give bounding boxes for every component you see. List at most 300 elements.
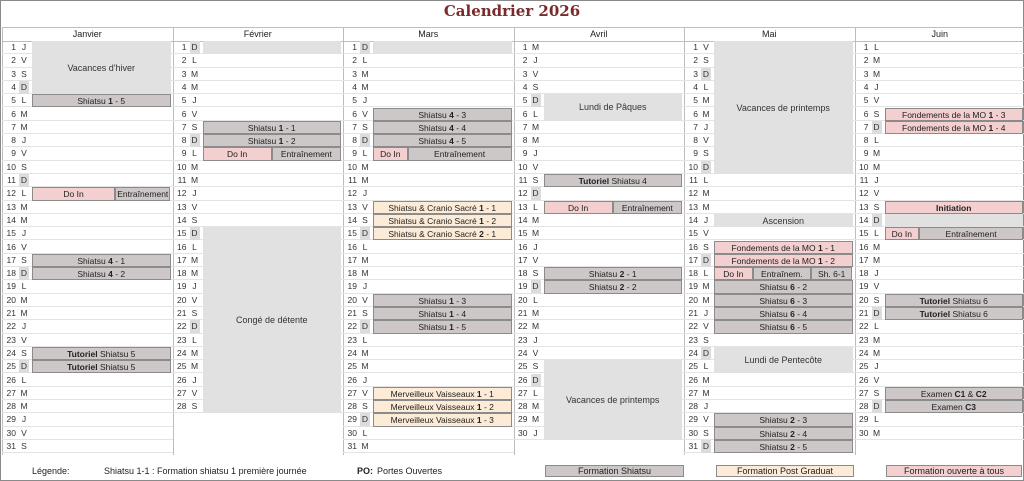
event-entra-nement[interactable]: Entraînement <box>115 187 170 200</box>
day-number: 23 <box>347 334 357 345</box>
event-postgrad[interactable]: Merveilleux Vaisseaux 1 - 2 <box>373 400 512 413</box>
weekday-letter: M <box>190 175 199 185</box>
event-shiatsu[interactable]: Shiatsu 1 - 3 <box>373 294 512 307</box>
day-number: 4 <box>352 81 357 92</box>
day-number: 2 <box>863 55 869 66</box>
weekday-letter: J <box>874 361 879 372</box>
weekday-letter: D <box>702 161 710 172</box>
day-number: 21 <box>347 308 357 318</box>
weekday-letter: L <box>192 334 197 345</box>
event-shiatsu[interactable]: Shiatsu 6 - 5 <box>714 320 853 333</box>
day-number: 11 <box>348 175 357 185</box>
day-number: 31 <box>347 441 357 451</box>
day-number: 22 <box>518 321 528 332</box>
weekday-letter: J <box>192 374 197 385</box>
weekday-letter: M <box>20 387 28 398</box>
legend-label: Légende: <box>32 466 70 476</box>
day-number: 10 <box>177 161 187 172</box>
event-do-in[interactable]: Do In <box>714 267 753 280</box>
day-number: 30 <box>518 427 528 438</box>
weekday-letter: S <box>873 201 880 212</box>
day-number: 1 <box>522 42 528 52</box>
weekday-letter: S <box>532 175 539 185</box>
weekday-letter: M <box>361 268 369 279</box>
holiday-block <box>885 214 1024 227</box>
day-number: 19 <box>859 281 869 292</box>
month-header-2: Mars <box>343 27 514 42</box>
day-number: 2 <box>181 55 187 66</box>
event-shiatsu[interactable]: Shiatsu 2 - 3 <box>714 413 853 426</box>
day-number: 8 <box>181 135 187 146</box>
day-number: 13 <box>177 201 187 212</box>
event-shiatsu[interactable]: Tutoriel Shiatsu 6 <box>885 294 1024 307</box>
weekday-letter: M <box>872 161 881 172</box>
weekday-letter: D <box>532 374 539 385</box>
weekday-letter: J <box>703 401 709 412</box>
month-header-0: Janvier <box>2 27 173 42</box>
event-do-in[interactable]: Do In <box>373 147 408 160</box>
day-number: 3 <box>693 68 698 79</box>
day-number: 22 <box>688 321 698 332</box>
day-number: 30 <box>6 427 16 438</box>
weekday-letter: D <box>702 68 710 79</box>
weekday-letter: M <box>190 361 199 372</box>
day-number: 27 <box>6 387 16 398</box>
day-number: 28 <box>688 401 698 412</box>
event-shiatsu[interactable]: Shiatsu 1 - 4 <box>373 307 512 320</box>
holiday-block: Lundi de Pâques <box>544 94 683 121</box>
weekday-letter: S <box>21 68 27 79</box>
day-number: 29 <box>347 414 357 425</box>
event-entra-nement[interactable]: Entraînement <box>272 147 341 160</box>
weekday-letter: S <box>703 427 709 438</box>
day-number: 12 <box>177 188 187 199</box>
event-entra-nement[interactable]: Entraînement <box>919 227 1023 240</box>
weekday-letter: M <box>531 214 540 225</box>
day-number: 27 <box>688 387 698 398</box>
weekday-letter: S <box>362 308 368 318</box>
day-number: 28 <box>177 401 187 412</box>
event-shiatsu[interactable]: Shiatsu 2 - 2 <box>544 280 683 293</box>
day-number: 10 <box>688 161 698 172</box>
weekday-letter: S <box>21 254 27 265</box>
weekday-letter: J <box>21 42 27 52</box>
weekday-letter: M <box>190 161 199 172</box>
calendar-grid <box>2 27 1022 455</box>
weekday-letter: J <box>192 95 197 106</box>
event-shiatsu[interactable]: Shiatsu 1 - 1 <box>203 121 342 134</box>
weekday-letter: M <box>702 387 710 398</box>
day-number: 28 <box>518 401 528 412</box>
weekday-letter: L <box>21 95 27 106</box>
day-number: 16 <box>859 241 869 252</box>
holiday-block: Congé de détente <box>203 227 342 413</box>
event-do-in[interactable]: Do In <box>885 227 920 240</box>
day-number: 4 <box>181 81 187 92</box>
event-shiatsu[interactable]: Shiatsu 4 - 5 <box>373 134 512 147</box>
day-number: 21 <box>518 308 528 318</box>
event-open[interactable]: Fondements de la MO 1 - 1 <box>714 241 853 254</box>
holiday-block: Vacances d'hiver <box>32 41 171 94</box>
weekday-letter: M <box>531 308 540 318</box>
weekday-letter: S <box>362 121 368 132</box>
weekday-letter: L <box>21 188 27 199</box>
weekday-letter: S <box>873 108 880 119</box>
event-entra-nement[interactable]: Entraînement <box>613 201 682 214</box>
event-sh-6-1[interactable]: Sh. 6-1 <box>811 267 853 280</box>
day-number: 17 <box>6 254 16 265</box>
weekday-letter: D <box>532 95 539 106</box>
day-number: 8 <box>11 135 16 146</box>
weekday-letter: J <box>874 268 879 279</box>
day-number: 30 <box>688 427 698 438</box>
weekday-letter: M <box>531 401 540 412</box>
event-shiatsu[interactable]: Tutoriel Shiatsu 6 <box>885 307 1024 320</box>
day-number: 15 <box>859 228 869 239</box>
day-number: 26 <box>688 374 698 385</box>
weekday-letter: V <box>21 427 27 438</box>
event-postgrad[interactable]: Shiatsu & Cranio Sacré 1 - 2 <box>373 214 512 227</box>
weekday-letter: M <box>872 347 881 358</box>
weekday-letter: M <box>20 121 28 132</box>
day-number: 22 <box>859 321 869 332</box>
day-number: 12 <box>6 188 16 199</box>
weekday-letter: S <box>532 361 539 372</box>
day-number: 9 <box>11 148 16 159</box>
day-number: 12 <box>347 188 357 199</box>
event-postgrad[interactable]: Merveilleux Vaisseaux 1 - 1 <box>373 387 512 400</box>
weekday-letter: S <box>191 121 198 132</box>
event-shiatsu[interactable]: Tutoriel Shiatsu 4 <box>544 174 683 187</box>
weekday-letter: S <box>873 294 880 305</box>
event-shiatsu[interactable]: Shiatsu 4 - 1 <box>32 254 171 267</box>
day-number: 7 <box>522 121 528 132</box>
weekday-letter: D <box>191 228 198 239</box>
weekday-letter: J <box>362 281 368 292</box>
event-postgrad[interactable]: Shiatsu & Cranio Sacré 1 - 1 <box>373 201 512 214</box>
day-number: 14 <box>859 214 869 225</box>
day-number: 11 <box>859 175 869 185</box>
day-number: 23 <box>177 334 187 345</box>
day-number: 7 <box>11 121 16 132</box>
event-shiatsu[interactable]: Examen C3 <box>885 400 1024 413</box>
weekday-letter: V <box>703 135 709 146</box>
day-number: 25 <box>518 361 528 372</box>
weekday-letter: J <box>192 188 197 199</box>
day-number: 31 <box>6 441 16 451</box>
weekday-letter: M <box>702 294 710 305</box>
day-number: 27 <box>859 387 869 398</box>
day-number: 4 <box>863 81 869 92</box>
event-shiatsu[interactable]: Shiatsu 2 - 5 <box>714 440 853 453</box>
weekday-letter: V <box>21 334 27 345</box>
day-number: 17 <box>688 254 698 265</box>
day-number: 6 <box>11 108 16 119</box>
event-do-in[interactable]: Do In <box>203 147 272 160</box>
day-number: 6 <box>181 108 187 119</box>
event-open[interactable]: Fondements de la MO 1 - 3 <box>885 108 1024 121</box>
day-number: 17 <box>347 254 357 265</box>
weekday-letter: J <box>21 321 27 332</box>
weekday-letter: J <box>192 281 197 292</box>
weekday-letter: M <box>190 68 199 79</box>
legend-postgrad-box: Formation Post Graduat <box>716 465 854 477</box>
day-number: 16 <box>347 241 357 252</box>
day-number: 16 <box>6 241 16 252</box>
day-number: 5 <box>522 95 528 106</box>
weekday-letter: J <box>874 81 879 92</box>
event-postgrad[interactable]: Merveilleux Vaisseaux 1 - 3 <box>373 413 512 426</box>
day-number: 19 <box>177 281 187 292</box>
day-number: 1 <box>863 42 869 52</box>
weekday-letter: M <box>20 294 28 305</box>
weekday-letter: V <box>191 294 198 305</box>
weekday-letter: M <box>531 121 540 132</box>
weekday-letter: L <box>192 55 197 66</box>
day-number: 20 <box>859 294 869 305</box>
day-number: 29 <box>688 414 698 425</box>
weekday-letter: J <box>21 228 27 239</box>
day-number: 16 <box>177 241 187 252</box>
weekday-letter: S <box>21 347 27 358</box>
weekday-letter: S <box>873 387 880 398</box>
weekday-letter: S <box>362 401 368 412</box>
weekday-letter: J <box>533 241 538 252</box>
weekday-letter: D <box>361 321 369 332</box>
day-number: 3 <box>352 68 357 79</box>
weekday-letter: D <box>20 361 28 372</box>
event-shiatsu[interactable]: Shiatsu 1 - 5 <box>32 94 171 107</box>
weekday-letter: S <box>362 214 368 225</box>
weekday-letter: M <box>531 42 540 52</box>
weekday-letter: M <box>361 441 369 451</box>
day-number: 21 <box>688 308 698 318</box>
day-number: 12 <box>518 188 528 199</box>
day-number: 12 <box>859 188 869 199</box>
day-number: 6 <box>693 108 698 119</box>
day-number: 17 <box>859 254 869 265</box>
day-number: 2 <box>352 55 357 66</box>
holiday-block: Ascension <box>714 214 853 227</box>
event-shiatsu[interactable]: Shiatsu 6 - 2 <box>714 280 853 293</box>
day-number: 25 <box>347 361 357 372</box>
day-number: 5 <box>352 95 357 106</box>
event-shiatsu[interactable]: Shiatsu 4 - 3 <box>373 108 512 121</box>
legend-po-text: Portes Ouvertes <box>377 466 443 476</box>
weekday-letter: D <box>361 228 369 239</box>
day-number: 11 <box>518 175 528 185</box>
event-postgrad[interactable]: Shiatsu & Cranio Sacré 2 - 1 <box>373 227 512 240</box>
weekday-letter: V <box>703 321 709 332</box>
weekday-letter: L <box>533 294 538 305</box>
weekday-letter: L <box>192 148 197 159</box>
day-number: 13 <box>518 201 528 212</box>
event-shiatsu[interactable]: Shiatsu 4 - 2 <box>32 267 171 280</box>
weekday-letter: S <box>703 148 709 159</box>
day-number: 5 <box>181 95 187 106</box>
day-number: 6 <box>352 108 357 119</box>
day-number: 14 <box>688 214 698 225</box>
weekday-letter: L <box>362 55 368 66</box>
weekday-letter: V <box>21 148 27 159</box>
event-do-in[interactable]: Do In <box>544 201 613 214</box>
day-number: 8 <box>863 135 869 146</box>
weekday-letter: L <box>874 228 879 239</box>
day-number: 9 <box>693 148 698 159</box>
day-number: 7 <box>181 121 187 132</box>
day-number: 13 <box>859 201 869 212</box>
day-number: 27 <box>518 387 528 398</box>
day-number: 7 <box>352 121 357 132</box>
event-entra-nem-[interactable]: Entraînem. <box>753 267 811 280</box>
day-number: 30 <box>347 427 357 438</box>
weekday-letter: L <box>874 135 879 146</box>
weekday-letter: D <box>702 347 710 358</box>
weekday-letter: L <box>533 108 538 119</box>
weekday-letter: D <box>191 321 198 332</box>
weekday-letter: M <box>190 347 199 358</box>
month-header-5: Juin <box>855 27 1024 42</box>
day-number: 31 <box>688 441 698 451</box>
weekday-letter: M <box>361 175 369 185</box>
weekday-letter: S <box>21 441 27 451</box>
weekday-letter: V <box>873 374 880 385</box>
day-number: 6 <box>863 108 869 119</box>
day-number: 21 <box>177 308 187 318</box>
event-shiatsu[interactable]: Shiatsu 2 - 1 <box>544 267 683 280</box>
event-shiatsu[interactable]: Shiatsu 6 - 4 <box>714 307 853 320</box>
month-header-3: Avril <box>514 27 685 42</box>
event-shiatsu[interactable]: Tutoriel Shiatsu 5 <box>32 347 171 360</box>
weekday-letter: D <box>20 175 28 185</box>
weekday-letter: M <box>531 321 540 332</box>
weekday-letter: V <box>362 294 368 305</box>
day-number: 11 <box>177 175 187 185</box>
event-shiatsu[interactable]: Shiatsu 6 - 3 <box>714 294 853 307</box>
weekday-letter: M <box>361 361 369 372</box>
weekday-letter: D <box>873 308 880 318</box>
day-number: 12 <box>688 188 698 199</box>
weekday-letter: S <box>21 161 27 172</box>
weekday-letter: J <box>362 374 368 385</box>
day-number: 16 <box>518 241 528 252</box>
day-number: 7 <box>693 121 698 132</box>
weekday-letter: D <box>702 254 710 265</box>
weekday-letter: M <box>20 401 28 412</box>
day-number: 25 <box>6 361 16 372</box>
day-number: 19 <box>518 281 528 292</box>
weekday-letter: J <box>362 188 368 199</box>
event-shiatsu[interactable]: Shiatsu 1 - 2 <box>203 134 342 147</box>
weekday-letter: S <box>703 55 709 66</box>
day-number: 2 <box>522 55 528 66</box>
day-number: 18 <box>347 268 357 279</box>
day-number: 13 <box>688 201 698 212</box>
weekday-letter: D <box>191 135 198 146</box>
weekday-letter: M <box>361 81 369 92</box>
weekday-letter: L <box>874 414 879 425</box>
day-number: 25 <box>859 361 869 372</box>
weekday-letter: S <box>191 308 198 318</box>
weekday-letter: D <box>361 42 369 52</box>
event-shiatsu[interactable]: Shiatsu 2 - 4 <box>714 427 853 440</box>
day-number: 20 <box>518 294 528 305</box>
month-header-1: Février <box>173 27 344 42</box>
event-shiatsu[interactable]: Shiatsu 1 - 5 <box>373 320 512 333</box>
day-number: 4 <box>11 81 16 92</box>
day-number: 15 <box>347 228 357 239</box>
weekday-letter: L <box>874 321 879 332</box>
weekday-letter: L <box>21 374 27 385</box>
day-number: 30 <box>859 427 869 438</box>
weekday-letter: L <box>192 241 197 252</box>
day-number: 20 <box>347 294 357 305</box>
event-shiatsu[interactable]: Examen C1 & C2 <box>885 387 1024 400</box>
weekday-letter: V <box>532 161 539 172</box>
weekday-letter: M <box>190 254 199 265</box>
weekday-letter: D <box>361 414 369 425</box>
weekday-letter: V <box>703 228 709 239</box>
event-open[interactable]: Fondements de la MO 1 - 4 <box>885 121 1024 134</box>
day-number: 5 <box>863 95 869 106</box>
event-open[interactable]: Fondements de la MO 1 - 2 <box>714 254 853 267</box>
day-number: 17 <box>177 254 187 265</box>
weekday-letter: L <box>362 148 368 159</box>
event-do-in[interactable]: Do In <box>32 187 115 200</box>
event-shiatsu[interactable]: Tutoriel Shiatsu 5 <box>32 360 171 373</box>
day-number: 10 <box>6 161 16 172</box>
day-number: 22 <box>6 321 16 332</box>
day-number: 19 <box>688 281 698 292</box>
day-number: 26 <box>6 374 16 385</box>
weekday-letter: M <box>872 427 881 438</box>
weekday-letter: S <box>191 214 198 225</box>
weekday-letter: M <box>702 108 710 119</box>
weekday-letter: M <box>872 55 881 66</box>
weekday-letter: D <box>20 268 28 279</box>
event-entra-nement[interactable]: Entraînement <box>408 147 512 160</box>
weekday-letter: M <box>531 414 540 425</box>
weekday-letter: M <box>872 148 881 159</box>
day-number: 15 <box>177 228 187 239</box>
day-number: 11 <box>689 175 698 185</box>
weekday-letter: D <box>873 401 880 412</box>
day-number: 20 <box>688 294 698 305</box>
weekday-letter: L <box>703 268 709 279</box>
day-number: 5 <box>11 95 16 106</box>
day-number: 18 <box>688 268 698 279</box>
holiday-block: Vacances de printemps <box>714 41 853 174</box>
day-number: 3 <box>11 68 16 79</box>
weekday-letter: M <box>872 241 881 252</box>
day-number: 16 <box>688 241 698 252</box>
event-open[interactable]: Initiation <box>885 201 1024 214</box>
weekday-letter: L <box>362 241 368 252</box>
event-shiatsu[interactable]: Shiatsu 4 - 4 <box>373 121 512 134</box>
weekday-letter: L <box>533 201 538 212</box>
day-number: 1 <box>352 42 357 52</box>
day-number: 14 <box>347 214 357 225</box>
weekday-letter: V <box>21 241 27 252</box>
day-number: 10 <box>859 161 869 172</box>
weekday-letter: J <box>533 334 538 345</box>
weekday-letter: M <box>531 135 540 146</box>
legend-example: Shiatsu 1-1 : Formation shiatsu 1 première journée <box>104 466 307 476</box>
day-number: 10 <box>347 161 357 172</box>
weekday-letter: J <box>21 414 27 425</box>
weekday-letter: L <box>362 334 368 345</box>
holiday-block <box>373 41 512 54</box>
